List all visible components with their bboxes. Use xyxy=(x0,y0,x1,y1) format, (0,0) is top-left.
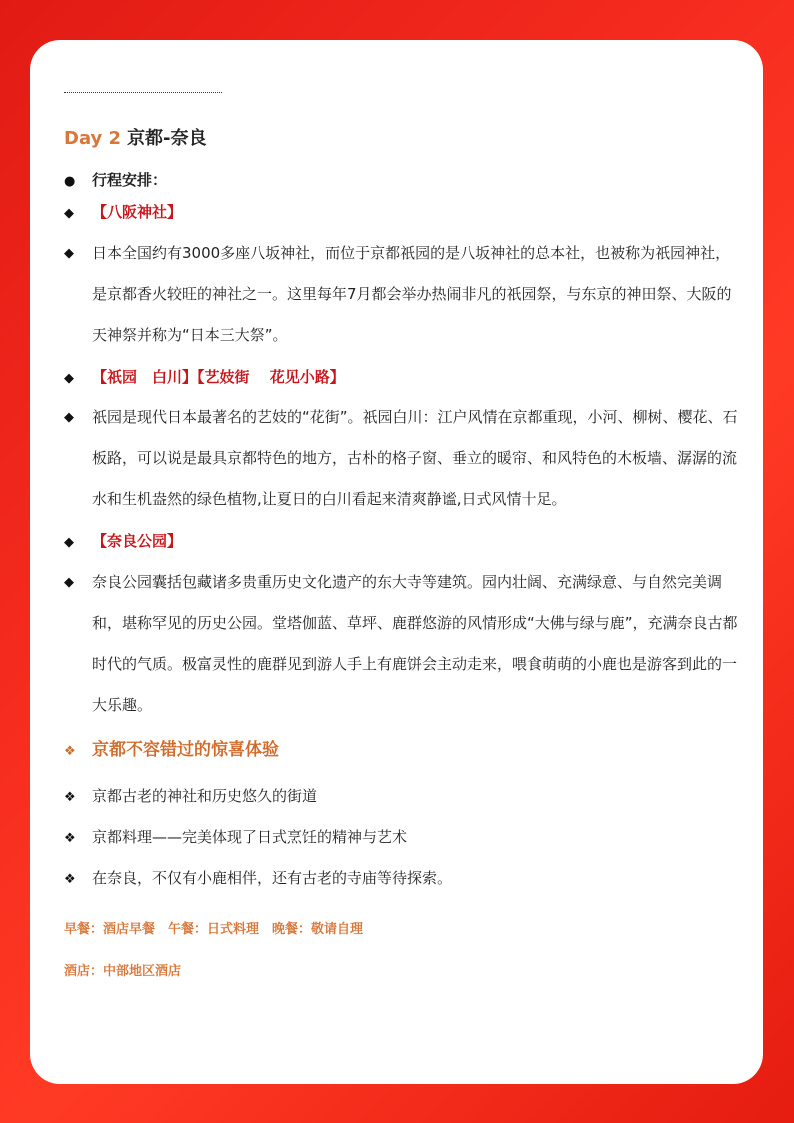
section-heading: 【八阪神社】 xyxy=(92,203,183,221)
highlight-text: 京都古老的神社和历史悠久的街道 xyxy=(92,787,318,805)
diamond-bullet-icon: ◆ xyxy=(64,206,74,221)
schedule-label: 行程安排： xyxy=(92,171,168,189)
section-heading-row xyxy=(64,192,182,234)
star-bullet-icon: ❖ xyxy=(64,872,76,887)
hotel-line: 酒店：中部地区酒店 xyxy=(64,964,182,979)
highlight-item xyxy=(64,817,407,859)
star-bullet-icon: ❖ xyxy=(64,831,76,846)
section-text: 祇园是现代日本最著名的艺妓的“花街”。祇园白川：江户风情在京都重现，小河、柳树、樱花、石板路，可以说是最具京都特色的地方，古朴的格子窗、垂立的暖帘、和风特色的木板墙、潺潺的流水和生机盎然的绿色植物,让夏日的白川看起来清爽静谧,日式风情十足。 xyxy=(92,408,738,508)
meals-line: 早餐：酒店早餐 午餐：日式料理 晚餐：敬请自理 xyxy=(64,922,364,937)
star-bullet-icon: ❖ xyxy=(64,744,76,759)
page-sheet xyxy=(30,40,763,1084)
section-text: 日本全国约有3000多座八坂神社，而位于京都祇园的是八坂神社的总本社，也被称为祇园神社，是京都香火较旺的神社之一。这里每年7月都会举办热闹非凡的祇园祭，与东京的神田祭、大阪的天神祭并称为“日本三大祭”。 xyxy=(92,244,732,344)
highlight-item xyxy=(64,858,452,900)
section-heading: 【奈良公园】 xyxy=(92,532,183,550)
section-paragraph xyxy=(64,397,744,520)
diamond-bullet-icon: ◆ xyxy=(64,246,74,261)
section-heading-row xyxy=(64,357,345,399)
day-title: 京都-奈良 xyxy=(127,128,207,149)
section-heading-row xyxy=(64,521,182,563)
section-paragraph xyxy=(64,562,744,726)
day-number: Day 2 xyxy=(64,128,122,149)
highlight-text: 京都料理——完美体现了日式烹饪的精神与艺术 xyxy=(92,828,408,846)
dotted-divider xyxy=(64,92,222,93)
diamond-bullet-icon: ◆ xyxy=(64,535,74,550)
section-paragraph xyxy=(64,233,744,356)
diamond-bullet-icon: ◆ xyxy=(64,371,74,386)
highlights-heading-row xyxy=(64,730,279,772)
highlight-text: 在奈良，不仅有小鹿相伴，还有古老的寺庙等待探索。 xyxy=(92,869,453,887)
diamond-bullet-icon: ◆ xyxy=(64,410,74,425)
highlights-title: 京都不容错过的惊喜体验 xyxy=(92,740,279,760)
section-heading: 【祇园 白川】【艺妓街 花见小路】 xyxy=(92,368,345,386)
dot-bullet-icon: ● xyxy=(64,174,76,189)
star-bullet-icon: ❖ xyxy=(64,790,76,805)
highlight-item xyxy=(64,776,317,818)
day-heading xyxy=(64,124,207,150)
section-text: 奈良公园囊括包藏诸多贵重历史文化遗产的东大寺等建筑。园内壮阔、充满绿意、与自然完美调和，堪称罕见的历史公园。堂塔伽蓝、草坪、鹿群悠游的风情形成“大佛与绿与鹿”，充满奈良古都时代的气质。极富灵性的鹿群见到游人手上有鹿饼会主动走来，喂食萌萌的小鹿也是游客到此的一大乐趣。 xyxy=(92,573,738,714)
diamond-bullet-icon: ◆ xyxy=(64,575,74,590)
